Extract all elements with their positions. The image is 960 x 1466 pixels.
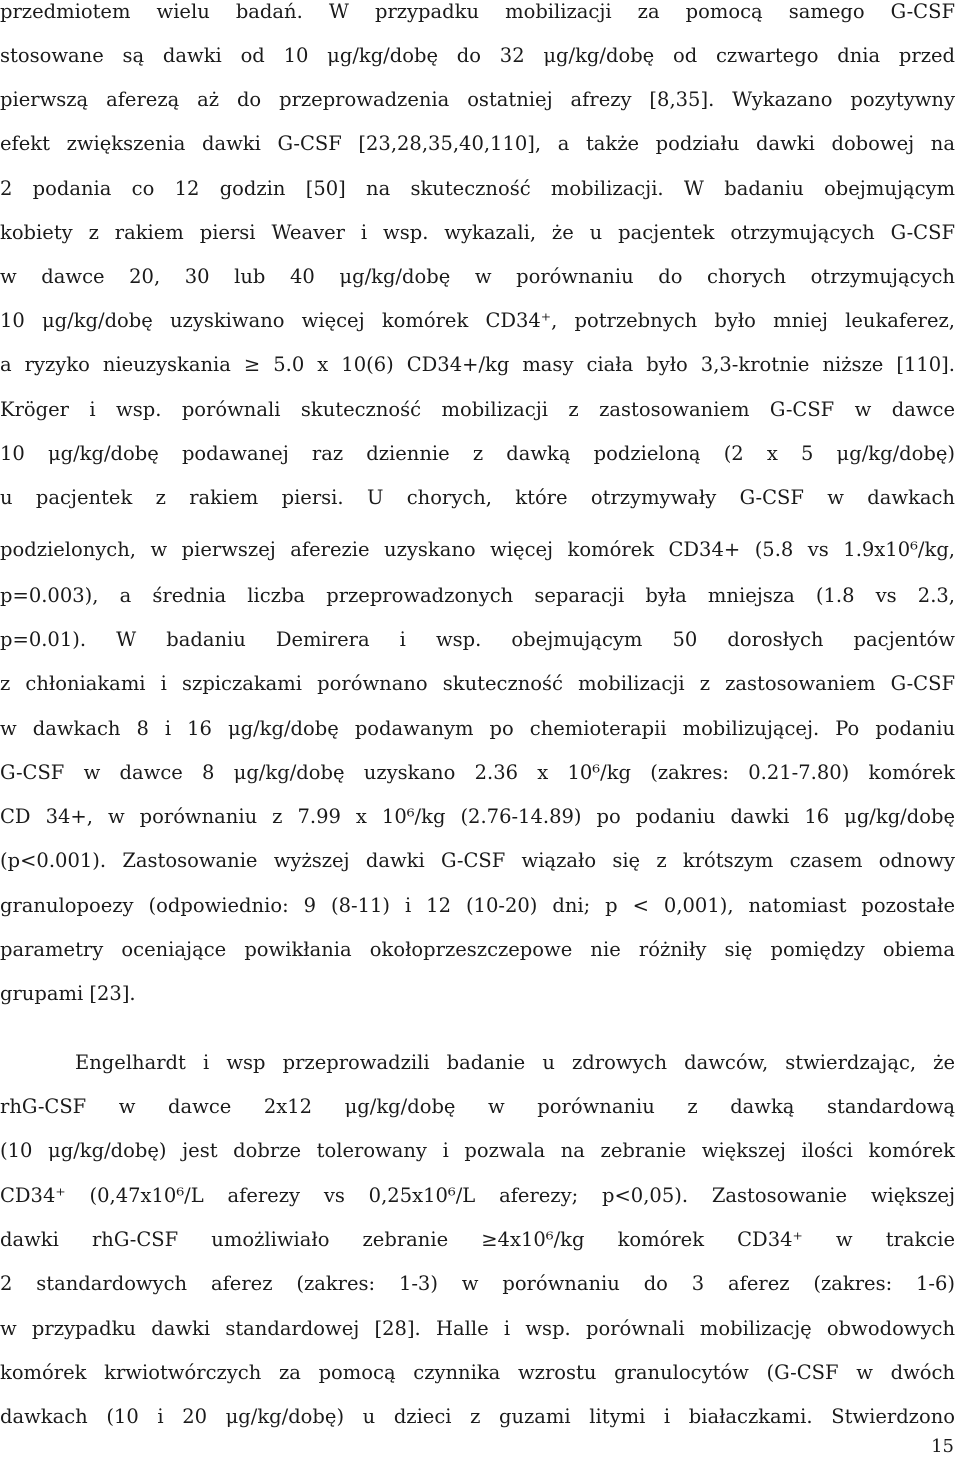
text-line: pierwszą aferezą aż do przeprowadzenia ostatniej afrezy [8,35]. Wykazano pozytywny xyxy=(0,88,955,111)
text-line: z chłoniakami i szpiczakami porównano skuteczność mobilizacji z zastosowaniem G-CSF xyxy=(0,672,955,695)
text-line: 10 μg/kg/dobę podawanej raz dziennie z dawką podzieloną (2 x 5 μg/kg/dobę) xyxy=(0,442,955,465)
text-line: podzielonych, w pierwszej aferezie uzyskano więcej komórek CD34+ (5.8 vs 1.9x10⁶/kg, xyxy=(0,538,955,561)
text-line: (p<0.001). Zastosowanie wyższej dawki G-CSF wiązało się z krótszym czasem odnowy xyxy=(0,849,955,872)
text-line: przedmiotem wielu badań. W przypadku mobilizacji za pomocą samego G-CSF xyxy=(0,0,955,23)
text-line: dawkach (10 i 20 μg/kg/dobę) u dzieci z guzami litymi i białaczkami. Stwierdzono xyxy=(0,1405,955,1428)
text-line: p=0.01). W badaniu Demirera i wsp. obejmującym 50 dorosłych pacjentów xyxy=(0,628,955,651)
text-line: kobiety z rakiem piersi Weaver i wsp. wykazali, że u pacjentek otrzymujących G-CSF xyxy=(0,221,955,244)
text-line: Engelhardt i wsp przeprowadzili badanie u zdrowych dawców, stwierdzając, że xyxy=(75,1051,955,1074)
text-line: komórek krwiotwórczych za pomocą czynnika wzrostu granulocytów (G-CSF w dwóch xyxy=(0,1361,955,1384)
text-line: parametry oceniające powikłania okołoprzeszczepowe nie różniły się pomiędzy obiema xyxy=(0,938,955,961)
text-line: G-CSF w dawce 8 μg/kg/dobę uzyskano 2.36 x 10⁶/kg (zakres: 0.21-7.80) komórek xyxy=(0,761,955,784)
text-line: 2 podania co 12 godzin [50] na skuteczność mobilizacji. W badaniu obejmującym xyxy=(0,177,955,200)
text-line: dawki rhG-CSF umożliwiało zebranie ≥4x10⁶/kg komórek CD34⁺ w trakcie xyxy=(0,1228,955,1251)
text-line: w przypadku dawki standardowej [28]. Halle i wsp. porównali mobilizację obwodowych xyxy=(0,1317,955,1340)
text-line: CD 34+, w porównaniu z 7.99 x 10⁶/kg (2.76-14.89) po podaniu dawki 16 μg/kg/dobę xyxy=(0,805,955,828)
text-line: a ryzyko nieuzyskania ≥ 5.0 x 10(6) CD34+/kg masy ciała było 3,3-krotnie niższe [110]. xyxy=(0,353,955,376)
text-line: grupami [23]. xyxy=(0,982,136,1005)
text-line: (10 μg/kg/dobę) jest dobrze tolerowany i pozwala na zebranie większej ilości komórek xyxy=(0,1139,955,1162)
text-line: w dawce 20, 30 lub 40 μg/kg/dobę w porównaniu do chorych otrzymujących xyxy=(0,265,955,288)
text-line: 2 standardowych aferez (zakres: 1-3) w porównaniu do 3 aferez (zakres: 1-6) xyxy=(0,1272,955,1295)
text-line: 10 μg/kg/dobę uzyskiwano więcej komórek CD34⁺, potrzebnych było mniej leukaferez, xyxy=(0,309,955,332)
text-line: Kröger i wsp. porównali skuteczność mobilizacji z zastosowaniem G-CSF w dawce xyxy=(0,398,955,421)
text-line: u pacjentek z rakiem piersi. U chorych, które otrzymywały G-CSF w dawkach xyxy=(0,486,955,509)
text-line: rhG-CSF w dawce 2x12 μg/kg/dobę w porównaniu z dawką standardową xyxy=(0,1095,955,1118)
text-line: p=0.003), a średnia liczba przeprowadzonych separacji była mniejsza (1.8 vs 2.3, xyxy=(0,584,955,607)
page-number: 15 xyxy=(931,1436,954,1457)
text-line: efekt zwiększenia dawki G-CSF [23,28,35,40,110], a także podziału dawki dobowej na xyxy=(0,132,955,155)
text-line: granulopoezy (odpowiednio: 9 (8-11) i 12 (10-20) dni; p < 0,001), natomiast pozostałe xyxy=(0,894,955,917)
text-line: stosowane są dawki od 10 μg/kg/dobę do 32 μg/kg/dobę od czwartego dnia przed xyxy=(0,44,955,67)
text-line: w dawkach 8 i 16 μg/kg/dobę podawanym po chemioterapii mobilizującej. Po podaniu xyxy=(0,717,955,740)
text-line: CD34⁺ (0,47x10⁶/L aferezy vs 0,25x10⁶/L aferezy; p<0,05). Zastosowanie większej xyxy=(0,1184,955,1207)
